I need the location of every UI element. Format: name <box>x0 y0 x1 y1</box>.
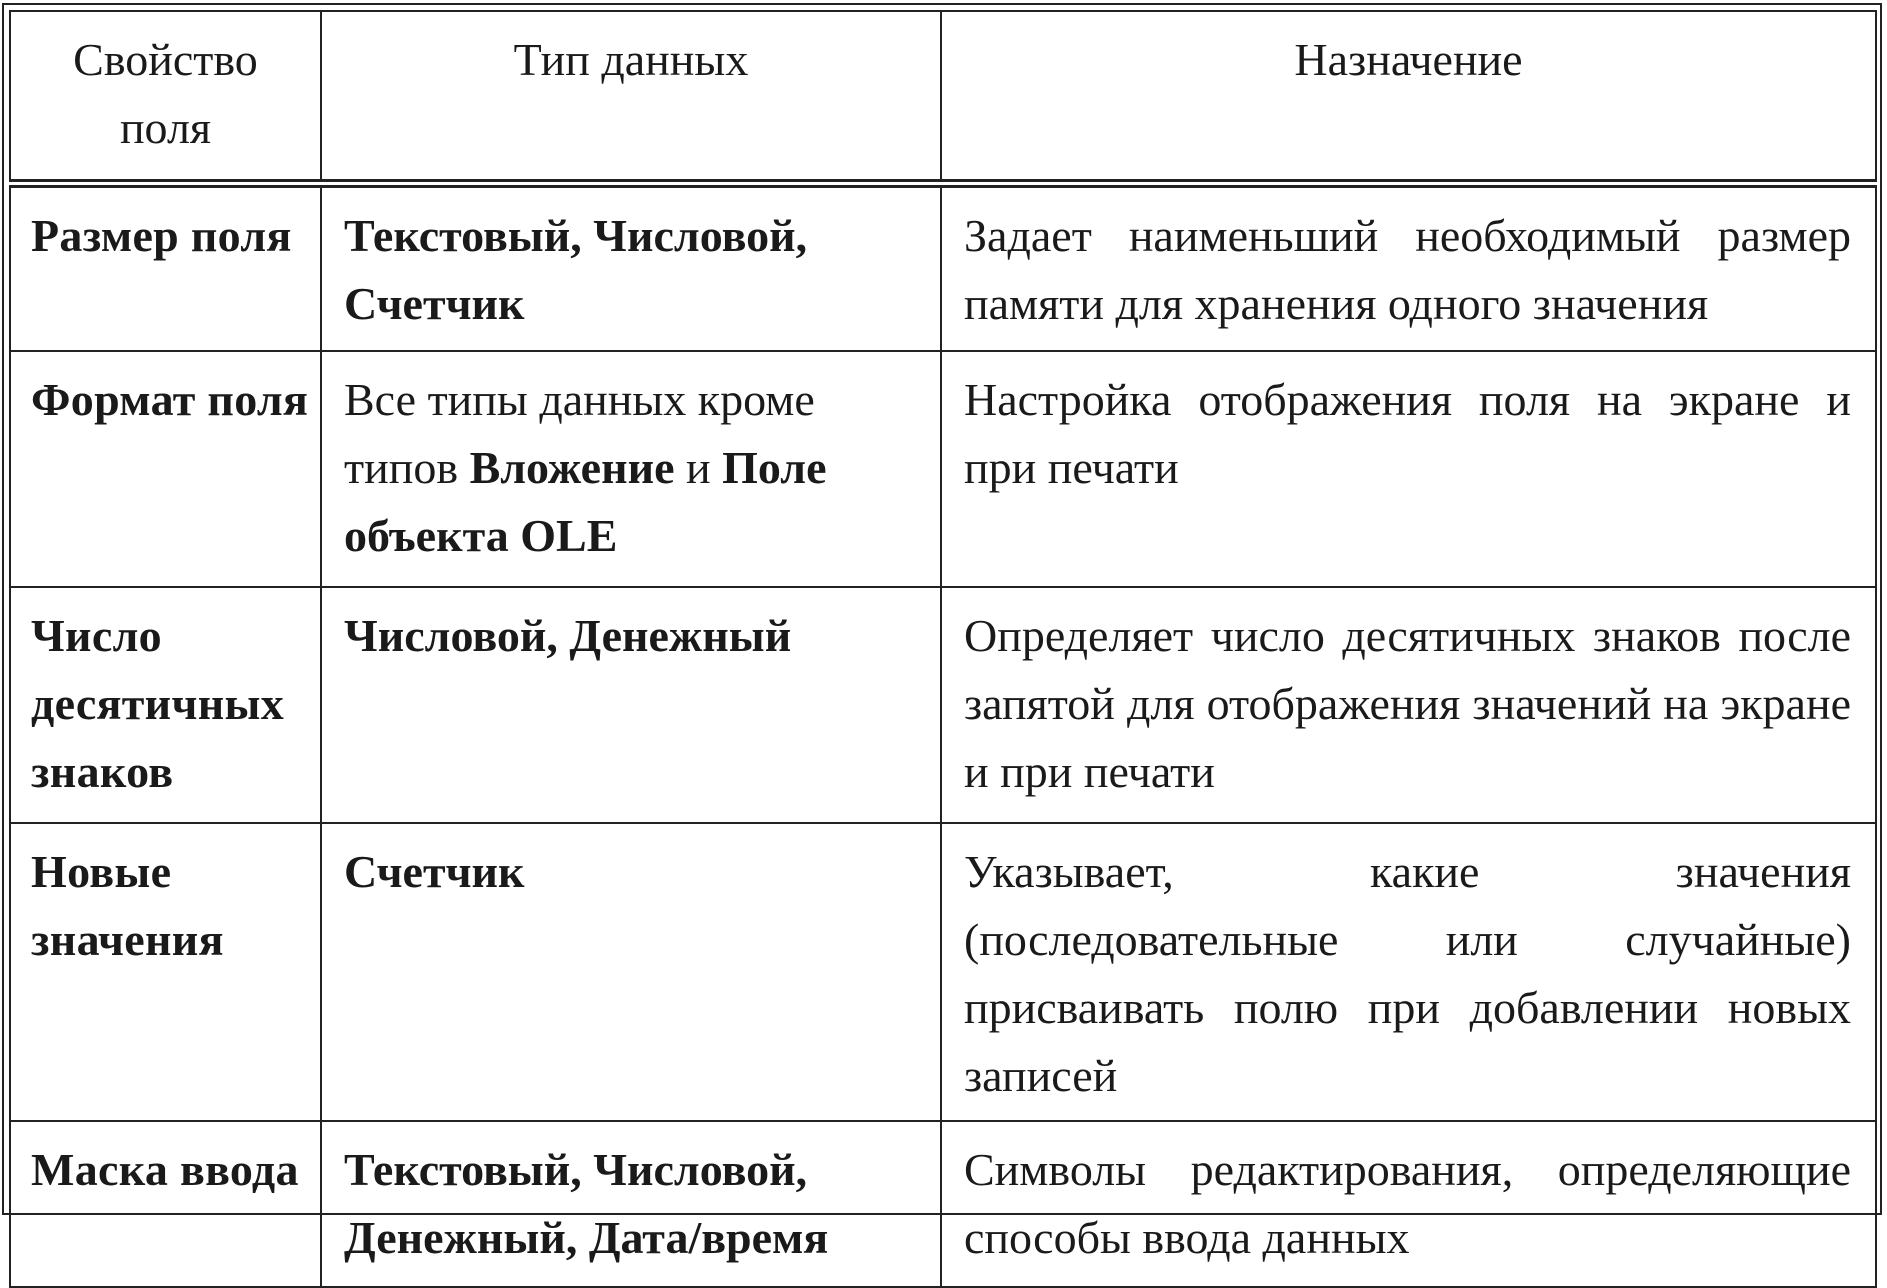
purpose-cell: Определяет число десятичных знаков после запятой для отображения значений на экране и при печати <box>941 587 1876 823</box>
table-header <box>10 11 1876 184</box>
data-type-cell: Текстовый, Числовой, Денежный, Дата/время <box>321 1121 941 1287</box>
data-type-text: Все типы данных кроме типов <box>344 374 815 493</box>
header-row <box>10 11 1876 184</box>
table-row <box>10 587 1876 823</box>
purpose-cell: Указывает, какие значения (последовательные или случайные) присваивать полю при добавлении новых записей <box>941 823 1876 1121</box>
property-cell: Новые значения <box>10 823 321 1121</box>
property-cell: Маска ввода <box>10 1121 321 1287</box>
header-data-type: Тип данных <box>321 11 941 184</box>
data-type-text: и <box>686 442 711 493</box>
field-properties-table <box>9 10 1877 1288</box>
table-row <box>10 1121 1876 1287</box>
property-cell: Размер поля <box>10 184 321 352</box>
purpose-cell: Задает наименьший необходимый размер памяти для хранения одного значения <box>941 184 1876 352</box>
table-row <box>10 823 1876 1121</box>
data-type-cell <box>321 351 941 587</box>
data-type-cell: Текстовый, Числовой, Счетчик <box>321 184 941 352</box>
data-type-bold: Вложение <box>469 442 675 493</box>
data-type-cell: Счетчик <box>321 823 941 1121</box>
property-cell: Число десятичных знаков <box>10 587 321 823</box>
table-row <box>10 184 1876 352</box>
purpose-cell: Настройка отображения поля на экране и при печати <box>941 351 1876 587</box>
data-type-bold: Поле объекта OLE <box>344 442 827 561</box>
table-body <box>10 184 1876 1288</box>
data-type-cell: Числовой, Денежный <box>321 587 941 823</box>
purpose-cell: Символы редактирования, определяющие способы ввода данных <box>941 1121 1876 1287</box>
property-cell: Формат поля <box>10 351 321 587</box>
table-row <box>10 351 1876 587</box>
header-purpose: Назначение <box>941 11 1876 184</box>
header-property: Свойство поля <box>10 11 321 184</box>
